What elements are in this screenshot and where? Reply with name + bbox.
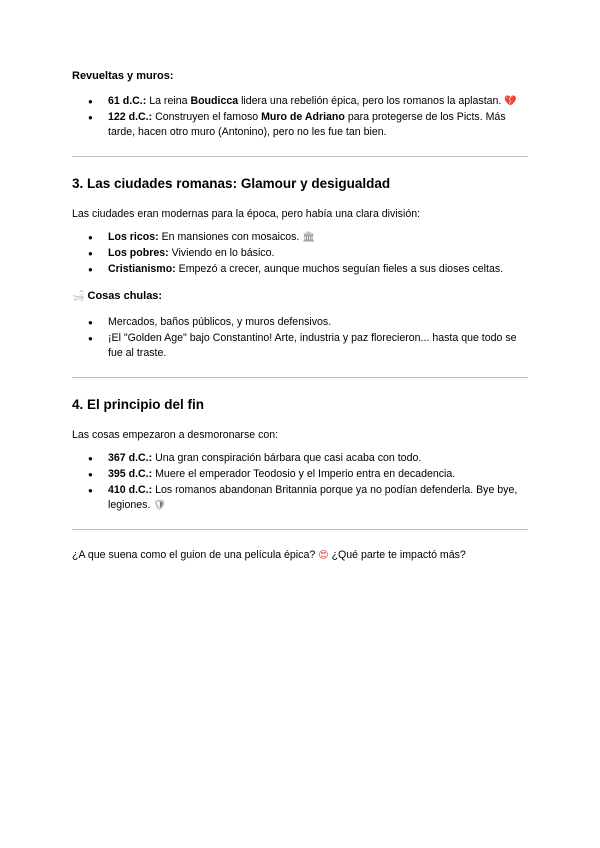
divider (72, 156, 528, 157)
name-boudicca: Boudicca (190, 95, 239, 107)
revueltas-list (72, 94, 528, 140)
section3-title: 3. Las ciudades romanas: Glamour y desigualdad (72, 176, 391, 191)
shield-icon: 🛡 (153, 500, 167, 511)
date-label: 61 d.C.: (108, 95, 147, 107)
date-label: 395 d.C.: (108, 468, 153, 480)
section3-list (72, 230, 528, 277)
divider (72, 529, 528, 530)
date-label: 367 d.C.: (108, 452, 153, 464)
closing-text: ¿A que suena como el guion de una película épica? (72, 549, 319, 561)
item-text: para protegerse de los Picts. Más tarde, hacen otro muro (Antonino), pero no les fue tan bien. (108, 111, 506, 138)
name-muro-adriano: Muro de Adriano (261, 111, 345, 123)
document-page (72, 68, 528, 571)
closing-text: ¿Qué parte te impactó más? (328, 549, 466, 561)
closing-question (72, 548, 528, 563)
date-label: 122 d.C.: (108, 111, 153, 123)
item-text: Viviendo en lo básico. (168, 247, 275, 259)
item-text: Muere el emperador Teodosio y el Imperio entra en decadencia. (152, 468, 456, 480)
item-text: Construyen el famoso (152, 111, 262, 123)
item-label: Cristianismo: (108, 263, 176, 275)
item-text: En mansiones con mosaicos. (158, 231, 303, 243)
list-item: ● Mercados, baños públicos, y muros defensivos. (108, 315, 528, 330)
divider (72, 377, 528, 378)
bathtub-icon: 🛁 (72, 291, 85, 302)
item-text: lidera una rebelión épica, pero los romanos la aplastan. (238, 95, 505, 107)
revueltas-heading: Revueltas y muros: (72, 70, 174, 82)
item-text: Una gran conspiración bárbara que casi acaba con todo. (152, 452, 422, 464)
item-text: Los romanos abandonan Britannia porque ya no podían defenderla. Bye bye, legiones. (108, 484, 518, 511)
list-item (108, 483, 528, 513)
list-item (108, 467, 528, 482)
list-item (108, 94, 528, 109)
classical-building-icon: 🏛 (302, 232, 316, 243)
list-item (108, 230, 528, 245)
item-label: Los ricos: (108, 231, 159, 243)
list-item (108, 246, 528, 261)
broken-heart-icon: 💔 (504, 96, 517, 107)
cosas-chulas-heading (72, 288, 528, 305)
list-item (108, 451, 528, 466)
list-item (108, 110, 528, 140)
list-item (108, 262, 528, 277)
item-text: La reina (146, 95, 191, 107)
section4-intro: Las cosas empezaron a desmoronarse con: (72, 429, 279, 441)
section4-title: 4. El principio del fin (72, 397, 205, 412)
date-label: 410 d.C.: (108, 484, 153, 496)
heart-eyes-icon: 😍 (318, 550, 329, 561)
cosas-chulas-label: Cosas chulas: (84, 290, 163, 302)
section3-intro: Las ciudades eran modernas para la época, pero había una clara división: (72, 208, 421, 220)
item-text: Empezó a crecer, aunque muchos seguían fieles a sus dioses celtas. (175, 263, 504, 275)
item-label: Los pobres: (108, 247, 169, 259)
section4-list (72, 451, 528, 513)
cosas-chulas-list (72, 315, 528, 361)
list-item: ● ¡El "Golden Age" bajo Constantino! Arte, industria y paz florecieron... hasta que todo se fue al traste. (108, 331, 528, 361)
